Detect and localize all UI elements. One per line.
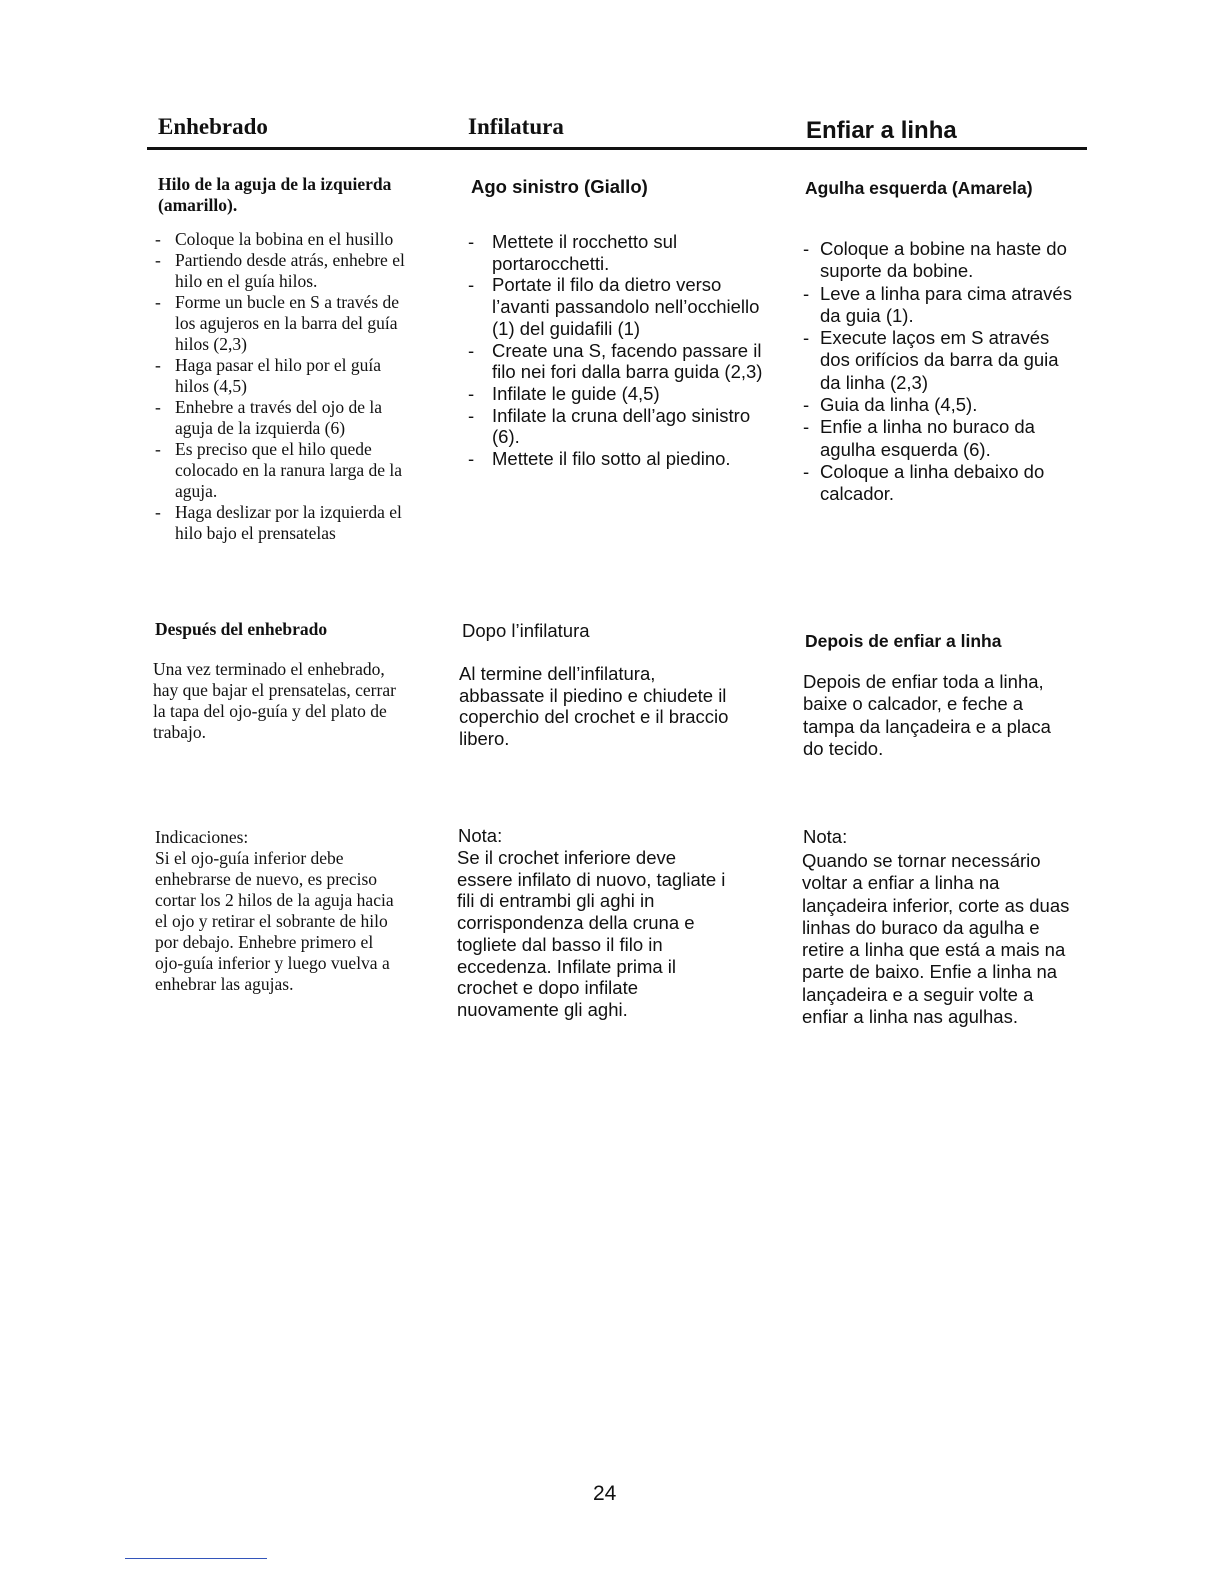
list-item: - Portate il filo da dietro verso l’avanti passandolo nell’occhiello (1) del guidafili (1) [468, 274, 768, 339]
it-note-text: Se il crochet inferiore deve essere infilato di nuovo, tagliate i fili di entrambi gli aghi in corrispondenza della cruna e togliete dal basso il filo in eccedenza. Infilate prima il crochet e dopo infilate nuovamente gli aghi. [457, 847, 726, 1020]
es-steps-title: Hilo de la aguja de la izquierda (amarillo). [158, 174, 392, 215]
list-item: - Leve a linha para cima através da guia (1). [803, 283, 1073, 328]
pt-steps-list [803, 238, 1073, 506]
list-item: - Enfie a linha no buraco da agulha esquerda (6). [803, 416, 1073, 461]
list-item: - Haga deslizar por la izquierda el hilo bajo el prensatelas [155, 502, 417, 544]
list-item: - Haga pasar el hilo por el guía hilos (4,5) [155, 355, 417, 397]
list-item: - Coloque a linha debaixo do calcador. [803, 461, 1073, 506]
es-steps-list [155, 229, 417, 544]
list-item: - Coloque a bobine na haste do suporte da bobine. [803, 238, 1073, 283]
list-item: - Enhebre a través del ojo de la aguja de la izquierda (6) [155, 397, 417, 439]
page-number: 24 [593, 1482, 617, 1505]
header-rule [147, 147, 1087, 150]
list-item: - Mettete il rocchetto sul portarocchetti. [468, 231, 768, 274]
it-after-text: Al termine dell’infilatura, abbassate il piedino e chiudete il coperchio del crochet e il braccio libero. [459, 663, 729, 750]
header-spanish: Enhebrado [158, 114, 268, 139]
es-note-title: Indicaciones: [155, 827, 249, 847]
it-after-title: Dopo l’infilatura [462, 620, 590, 641]
es-after-text: Una vez terminado el enhebrado, hay que bajar el prensatelas, cerrar la tapa del ojo-guía y del plato de trabajo. [153, 659, 396, 742]
pt-steps-title: Agulha esquerda (Amarela) [805, 178, 1033, 198]
header-portuguese: Enfiar a linha [806, 117, 957, 144]
list-item: - Guia da linha (4,5). [803, 394, 1073, 416]
it-steps-list [468, 231, 768, 470]
list-item: - Execute laços em S através dos orifícios da barra da guia da linha (2,3) [803, 327, 1073, 394]
pt-after-text: Depois de enfiar toda a linha, baixe o calcador, e feche a tampa da lançadeira e a placa do tecido. [803, 671, 1051, 759]
pt-note-text: Quando se tornar necessário voltar a enfiar a linha na lançadeira inferior, corte as duas linhas do buraco da agulha e retire a linha que está a mais na parte de baixo. Enfie a linha na lançadeira e a seguir volte a enfiar a linha nas agulhas. [802, 850, 1070, 1028]
list-item: - Mettete il filo sotto al piedino. [468, 448, 768, 470]
list-item: - Infilate le guide (4,5) [468, 383, 768, 405]
es-after-title: Después del enhebrado [155, 619, 328, 639]
list-item: - Coloque la bobina en el husillo [155, 229, 417, 250]
list-item: - Create una S, facendo passare il filo nei fori dalla barra guida (2,3) [468, 340, 768, 383]
list-item: - Es preciso que el hilo quede colocado en la ranura larga de la aguja. [155, 439, 417, 502]
footer-line [125, 1558, 267, 1559]
list-item: - Partiendo desde atrás, enhebre el hilo en el guía hilos. [155, 250, 417, 292]
list-item: - Forme un bucle en S a través de los agujeros en la barra del guía hilos (2,3) [155, 292, 417, 355]
es-note-text: Si el ojo-guía inferior debe enhebrarse de nuevo, es preciso cortar los 2 hilos de la aguja hacia el ojo y retirar el sobrante de hilo por debajo. Enhebre primero el ojo-guía inferior y luego vuelva a enhebrar las agujas. [155, 848, 394, 994]
it-note-title: Nota: [458, 825, 503, 846]
it-steps-title: Ago sinistro (Giallo) [471, 176, 648, 197]
list-item: - Infilate la cruna dell’ago sinistro (6). [468, 405, 768, 448]
header-italian: Infilatura [468, 114, 564, 139]
pt-after-title: Depois de enfiar a linha [805, 631, 1002, 651]
pt-note-title: Nota: [803, 826, 848, 847]
